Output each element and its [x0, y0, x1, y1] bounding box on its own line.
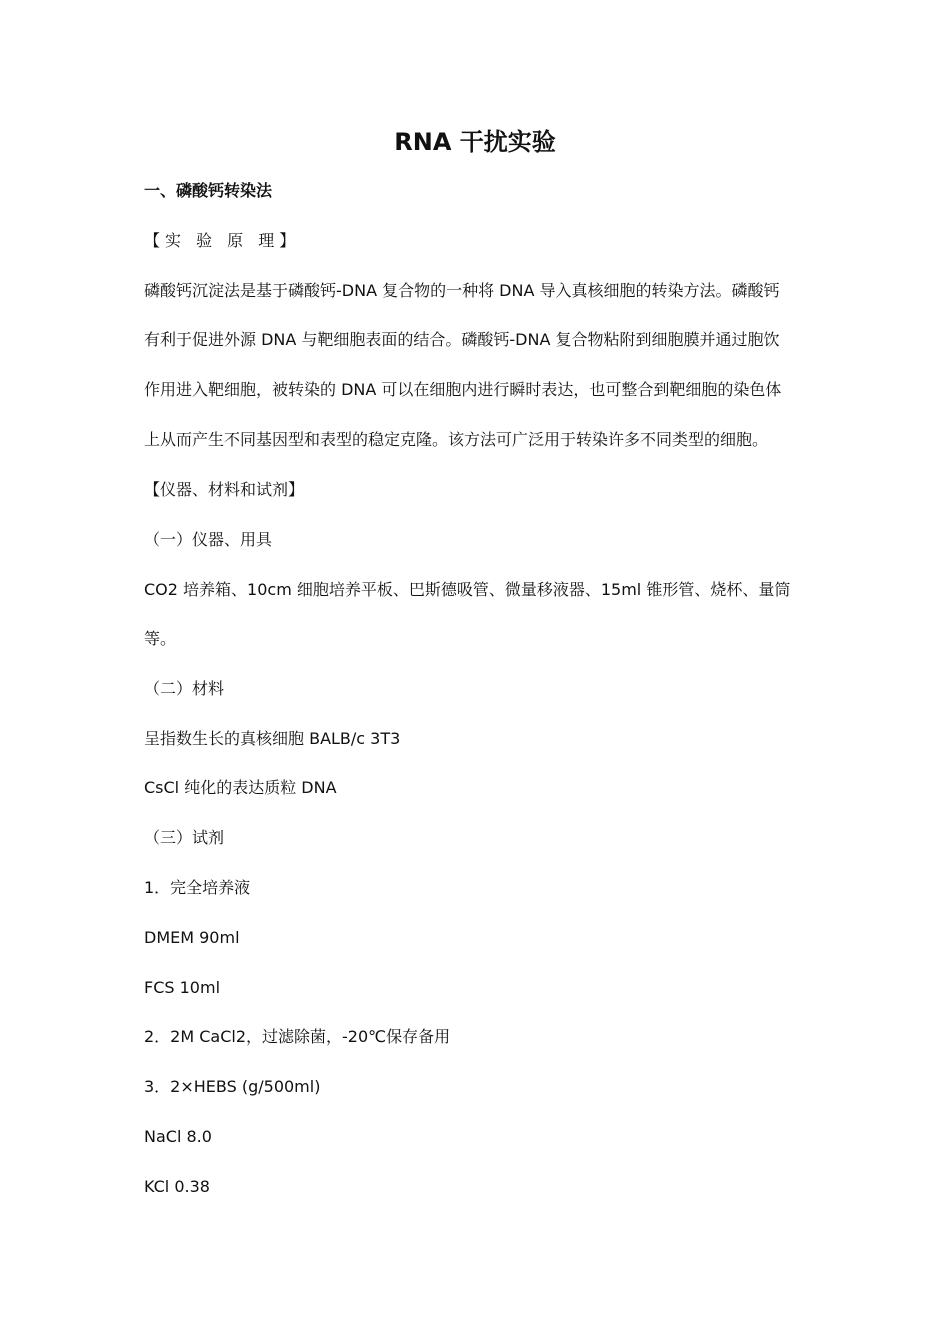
subheading-principle: 【实 验 原 理】 — [144, 231, 301, 250]
principle-paragraph-line-1: 磷酸钙沉淀法是基于磷酸钙-DNA 复合物的一种将 DNA 导入真核细胞的转染方法。磷酸钙 — [144, 281, 780, 300]
material-item-cells: 呈指数生长的真核细胞 BALB/c 3T3 — [144, 729, 401, 748]
subsection-instruments: （一）仪器、用具 — [144, 530, 273, 549]
subheading-instruments-materials-reagents: 【仪器、材料和试剂】 — [144, 480, 305, 499]
reagent-item-complete-medium: 1．完全培养液 — [144, 878, 251, 897]
reagent-component-dmem: DMEM 90ml — [144, 928, 240, 947]
document-title: RNA 干扰实验 — [394, 128, 556, 156]
reagent-component-fcs: FCS 10ml — [144, 978, 221, 997]
subsection-materials: （二）材料 — [144, 679, 225, 698]
principle-paragraph-line-2: 有利于促进外源 DNA 与靶细胞表面的结合。磷酸钙-DNA 复合物粘附到细胞膜并通过胞饮 — [144, 330, 780, 349]
principle-paragraph-line-3: 作用进入靶细胞，被转染的 DNA 可以在细胞内进行瞬时表达，也可整合到靶细胞的染色体 — [144, 380, 782, 399]
subsection-reagents: （三）试剂 — [144, 828, 225, 847]
instruments-list-line-2: 等。 — [144, 629, 177, 648]
reagent-item-hebs: 3．2×HEBS (g/500ml) — [144, 1077, 321, 1096]
reagent-component-kcl: KCl 0.38 — [144, 1177, 210, 1196]
reagent-component-nacl: NaCl 8.0 — [144, 1127, 212, 1146]
principle-paragraph-line-4: 上从而产生不同基因型和表型的稳定克隆。该方法可广泛用于转染许多不同类型的细胞。 — [144, 430, 769, 449]
reagent-item-cacl2: 2．2M CaCl2，过滤除菌，-20℃保存备用 — [144, 1027, 451, 1046]
instruments-list-line-1: CO2 培养箱、10cm 细胞培养平板、巴斯德吸管、微量移液器、15ml 锥形管、烧杯、量筒 — [144, 580, 791, 599]
material-item-plasmid: CsCl 纯化的表达质粒 DNA — [144, 778, 337, 797]
section-heading-calcium-phosphate: 一、磷酸钙转染法 — [144, 181, 273, 200]
